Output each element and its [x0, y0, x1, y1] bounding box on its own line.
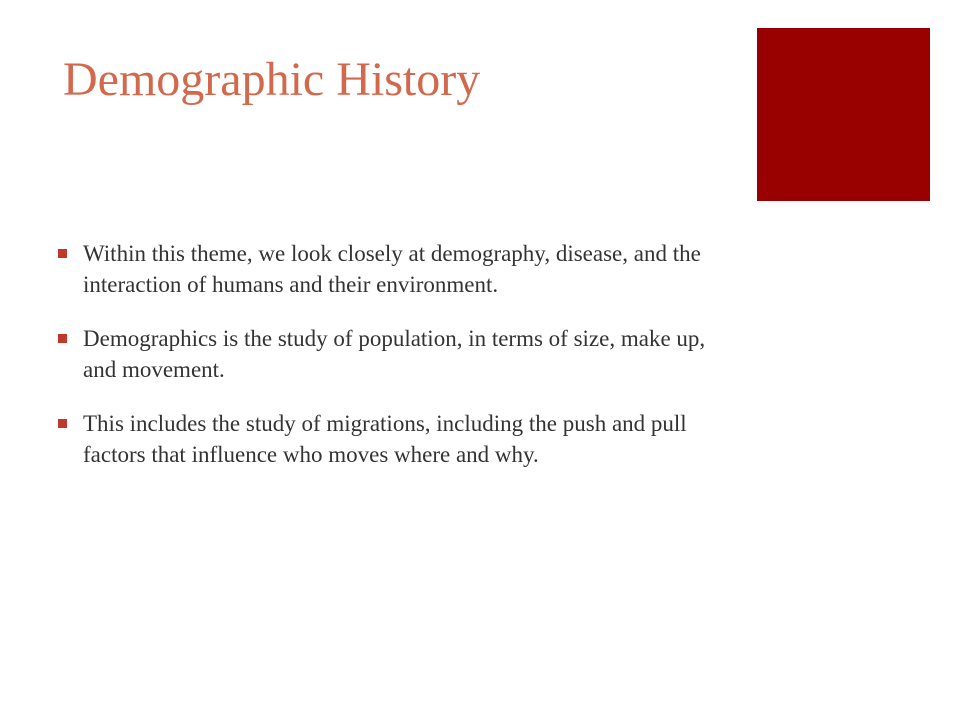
slide-title: Demographic History: [63, 53, 481, 106]
accent-square: [757, 28, 930, 201]
bullet-text: Demographics is the study of population, in terms of size, make up, and movement.: [83, 326, 706, 382]
bullet-item: [58, 323, 718, 385]
bullet-item: [58, 238, 718, 300]
square-bullet-icon: [58, 249, 67, 258]
bullet-text: Within this theme, we look closely at demography, disease, and the interaction of humans and their environment.: [83, 241, 701, 297]
bullet-item: [58, 408, 718, 470]
bullet-list: [58, 238, 718, 493]
bullet-text: This includes the study of migrations, including the push and pull factors that influence who moves where and why.: [83, 411, 687, 467]
square-bullet-icon: [58, 419, 67, 428]
square-bullet-icon: [58, 334, 67, 343]
